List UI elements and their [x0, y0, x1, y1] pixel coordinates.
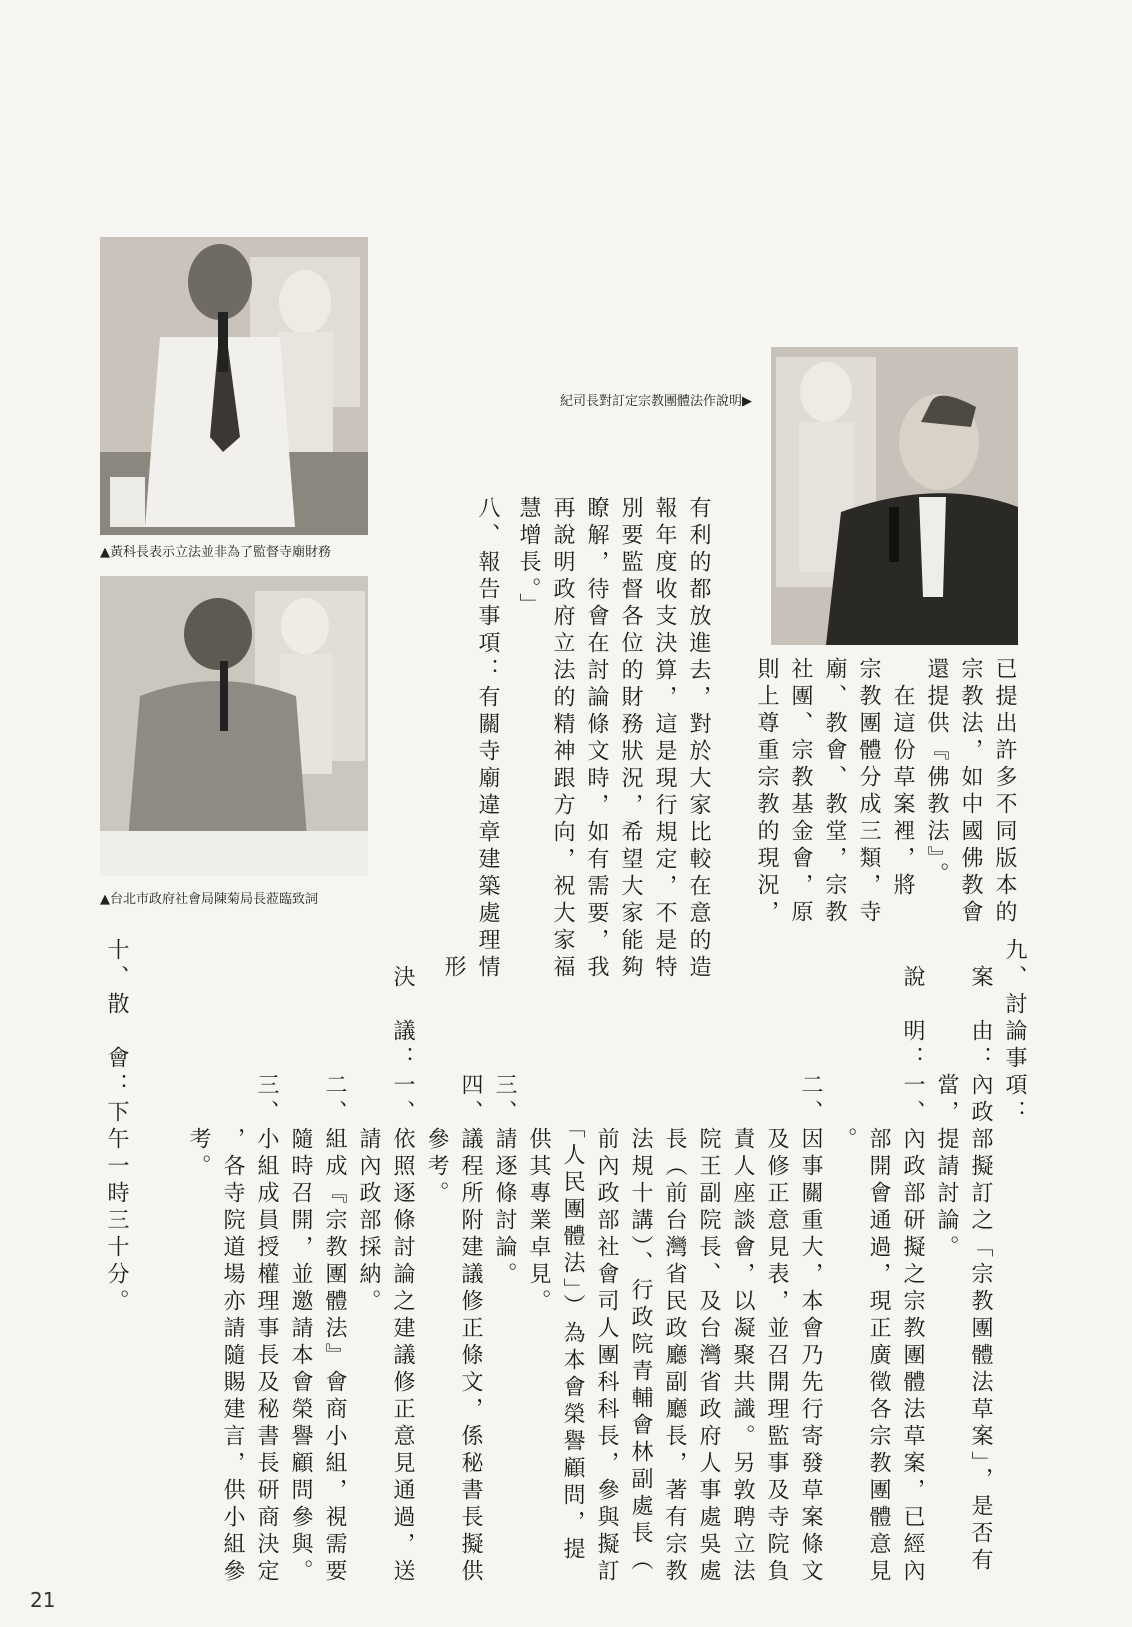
lower-text-column: 長（前台灣省民政廳副廳長，著有宗教	[662, 938, 687, 1586]
photo-director	[771, 347, 1018, 645]
upper-text-column: 宗教法，如中國佛教會	[958, 657, 983, 927]
lower-text-column: 前內政部社會司人團科科長，參與擬訂	[594, 938, 619, 1586]
lower-text-column: 四、議程所附建議修正條文，係秘書長擬供	[458, 938, 483, 1586]
photo3-caption: 紀司長對訂定宗教團體法作說明▶	[560, 394, 752, 409]
lower-text-column: 十、散 會：下午一時三十分。	[104, 938, 129, 1316]
photo2-caption: ▲台北市政府社會局陳菊局長蒞臨致詞	[100, 892, 318, 907]
upper-text-column: 社團、宗教基金會，原	[788, 657, 813, 927]
lower-text-column: 二、因事關重大，本會乃先行寄發草案條文	[798, 938, 823, 1586]
upper-text-column: 還提供『佛教法』。	[924, 657, 949, 889]
lower-text-column: 「人民團體法」）為本會榮譽顧問，提	[560, 938, 585, 1564]
upper-text-column: 八、報告事項：有關寺廟違章建築處理情	[475, 496, 500, 982]
lower-text-column: 考。	[186, 938, 211, 1181]
lower-text-column: 二、組成『宗教團體法』會商小組，視需要	[322, 938, 347, 1586]
upper-text-column: 慧增長。」	[516, 496, 541, 620]
upper-text-column: 則上尊重宗教的現況，	[754, 657, 779, 927]
page-number: 21	[30, 1588, 56, 1612]
lower-text-column: 九、討論事項：	[1002, 938, 1027, 1127]
upper-text-column: 瞭解，待會在討論條文時，如有需要，我	[584, 496, 609, 982]
lower-text-column: 院王副院長、及台灣省政府人事處吳處	[696, 938, 721, 1586]
lower-text-column: 案 由：內政部擬訂之「宗教團體法草案」，是否有	[968, 938, 993, 1575]
lower-text-column: 供其專業卓見。	[526, 938, 551, 1316]
upper-text-column: 宗教團體分成三類，寺	[856, 657, 881, 927]
upper-text-column: 有利的都放進去，對於大家比較在意的造	[686, 496, 711, 982]
lower-text-column: 部開會通過，現正廣徵各宗教團體意見	[866, 938, 891, 1586]
lower-text-column: ，各寺院道場亦請隨賜建言，供小組參	[220, 938, 245, 1586]
lower-text-column: 隨時召開，並邀請本會榮譽顧問參與。	[288, 938, 313, 1586]
upper-text-column: 已提出許多不同版本的	[992, 657, 1017, 927]
lower-text-column: 參考。	[424, 938, 449, 1208]
lower-text-column: 。	[832, 938, 857, 1154]
photo1-caption: ▲黃科長表示立法並非為了監督寺廟財務	[100, 545, 331, 560]
lower-text-column: 說 明：一、內政部研擬之宗教團體法草案，已經內	[900, 938, 925, 1586]
lower-text-column: 責人座談會，以凝聚共識。另敦聘立法	[730, 938, 755, 1586]
lower-text-column: 請內政部採納。	[356, 938, 381, 1316]
lower-text-column: 決 議：一、依照逐條討論之建議修正意見通過，送	[390, 938, 415, 1586]
upper-text-column: 別要監督各位的財務狀況，希望大家能夠	[618, 496, 643, 982]
upper-text-column: 形	[441, 496, 466, 982]
upper-text-column: 再說明政府立法的精神跟方向，祝大家福	[550, 496, 575, 982]
upper-text-column: 報年度收支決算，這是現行規定，不是特	[652, 496, 677, 982]
lower-text-column: 及修正意見表，並召開理監事及寺院負	[764, 938, 789, 1586]
upper-text-column: 在這份草案裡，將	[890, 657, 915, 900]
lower-text-column: 法規十講）、行政院青輔會林副處長（	[628, 938, 653, 1575]
lower-text-column: 三、小組成員授權理事長及秘書長研商決定	[254, 938, 279, 1586]
photo-speaker-woman	[100, 576, 368, 876]
photo-speaker-man	[100, 237, 368, 535]
upper-text-column: 廟、教會、教堂，宗教	[822, 657, 847, 927]
lower-text-column: 當，提請討論。	[934, 938, 959, 1262]
lower-text-column: 三、請逐條討論。	[492, 938, 517, 1289]
